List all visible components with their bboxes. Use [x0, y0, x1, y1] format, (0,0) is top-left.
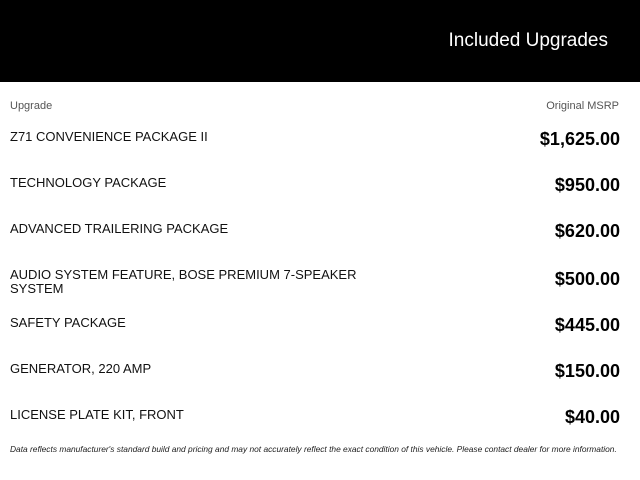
upgrade-name: LICENSE PLATE KIT, FRONT: [10, 407, 184, 422]
upgrade-name: TECHNOLOGY PACKAGE: [10, 175, 167, 190]
upgrade-price: $500.00: [554, 269, 620, 289]
page-title: Included Upgrades: [448, 30, 608, 51]
upgrade-name: GENERATOR, 220 AMP: [10, 361, 152, 376]
list-item: [0, 398, 640, 444]
list-item: [0, 120, 640, 166]
upgrade-name: Z71 CONVENIENCE PACKAGE II: [10, 129, 208, 144]
upgrade-price: $150.00: [554, 361, 620, 381]
upgrade-price: $445.00: [554, 315, 620, 335]
upgrade-price: $620.00: [554, 221, 620, 241]
upgrade-name: SAFETY PACKAGE: [10, 315, 126, 330]
upgrade-name: AUDIO SYSTEM FEATURE, BOSE PREMIUM 7-SPEAKER SYSTEM: [10, 267, 357, 296]
column-header-upgrade: Upgrade: [10, 100, 53, 112]
upgrade-price: $950.00: [554, 175, 620, 195]
column-header-msrp: Original MSRP: [546, 100, 619, 112]
upgrade-name: ADVANCED TRAILERING PACKAGE: [10, 221, 229, 236]
list-item: [0, 306, 640, 352]
list-item: [0, 352, 640, 398]
page-header: [0, 0, 640, 82]
disclaimer-text: Data reflects manufacturer's standard build and pricing and may not accurately reflect the exact condition of this vehicle. Please contact dealer for more information.: [10, 444, 617, 454]
list-item: [0, 212, 640, 258]
upgrade-price: $1,625.00: [539, 129, 620, 149]
upgrade-price: $40.00: [564, 407, 620, 427]
upgrades-list: [0, 120, 640, 444]
list-item: [0, 258, 640, 306]
list-item: [0, 166, 640, 212]
